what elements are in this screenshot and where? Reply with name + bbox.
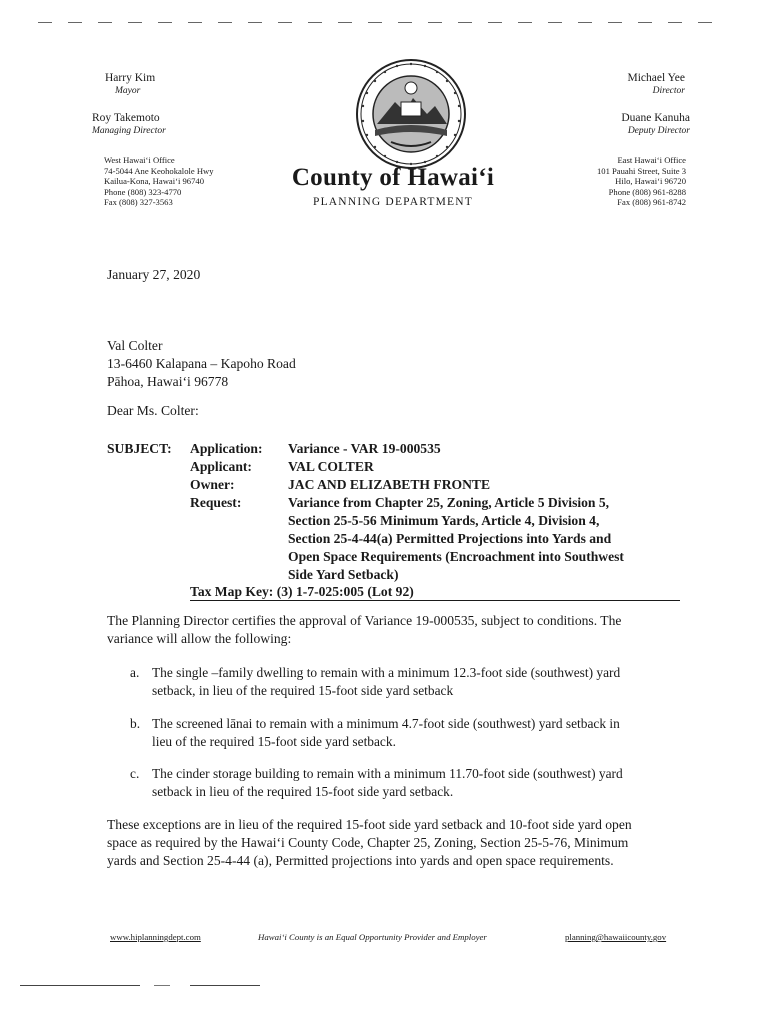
list-item-marker: a. xyxy=(130,665,140,680)
list-item-line-1: The cinder storage building to remain with a minimum 11.70-foot side (southwest) yard xyxy=(152,766,623,781)
closing-line-2: space as required by the Hawai‘i County Code, Chapter 25, Zoning, Section 25-5-76, Minimum xyxy=(107,835,629,850)
director-name: Michael Yee xyxy=(627,72,685,84)
owner-value: JAC AND ELIZABETH FRONTE xyxy=(288,477,491,492)
recipient-city: Pāhoa, Hawai‘i 96778 xyxy=(107,374,229,389)
list-item xyxy=(130,715,690,750)
east-office-fax: Fax (808) 961-8742 xyxy=(617,197,686,208)
list-item-line-2: lieu of the required 15-foot side yard setback. xyxy=(152,733,396,749)
east-office-title: East Hawai‘i Office xyxy=(617,155,686,165)
subject-row-values xyxy=(288,440,624,584)
request-value-line-5: Side Yard Setback) xyxy=(288,567,399,582)
managing-director-block xyxy=(92,112,166,138)
west-office-fax: Fax (808) 327-3563 xyxy=(104,197,173,208)
list-item xyxy=(130,765,690,800)
footer-website-link[interactable]: www.hiplanningdept.com xyxy=(110,932,201,942)
application-label: Application: xyxy=(190,441,263,456)
county-seal-icon xyxy=(355,58,467,170)
deputy-name: Duane Kanuha xyxy=(621,112,690,124)
list-item-line-1: The screened lānai to remain with a minimum 4.7-foot side (southwest) yard setback in xyxy=(152,716,620,731)
scan-artifact-top xyxy=(38,22,728,23)
mayor-name: Harry Kim xyxy=(105,72,156,84)
mayor-role: Mayor xyxy=(115,86,141,96)
west-office-phone: Phone (808) 323-4770 xyxy=(104,186,182,197)
application-value: Variance - VAR 19-000535 xyxy=(288,441,441,456)
list-item-line-2: setback, in lieu of the required 15-foot side yard setback xyxy=(152,682,454,698)
intro-line-1: The Planning Director certifies the approval of Variance 19-000535, subject to conditions. The xyxy=(107,613,622,628)
list-item xyxy=(130,664,690,699)
managing-director-role: Managing Director xyxy=(92,126,166,136)
west-office-title: West Hawai‘i Office xyxy=(104,155,175,165)
salutation: Dear Ms. Colter: xyxy=(107,403,199,418)
managing-director-name: Roy Takemoto xyxy=(92,112,160,124)
closing-line-3: yards and Section 25-4-44 (a), Permitted projections into yards and open space requirements. xyxy=(107,853,614,868)
tax-map-key-text: Tax Map Key: (3) 1-7-025:005 (Lot 92) xyxy=(190,584,414,599)
request-value-line-3: Section 25-4-44(a) Permitted Projections into Yards and xyxy=(288,531,612,546)
list-item-marker: b. xyxy=(130,716,141,731)
request-value: Variance from Chapter 25, Zoning, Article 5 Division 5, xyxy=(288,495,610,510)
tax-map-key xyxy=(190,584,680,601)
recipient-street: 13-6460 Kalapana – Kapoho Road xyxy=(107,356,296,371)
closing-line-1: These exceptions are in lieu of the required 15-foot side yard setback and 10-foot side yard open xyxy=(107,817,632,832)
west-office-address xyxy=(104,155,214,208)
request-value-line-4: Open Space Requirements (Encroachment into Southwest xyxy=(288,549,624,564)
director-role: Director xyxy=(652,86,685,96)
deputy-role: Deputy Director xyxy=(627,126,690,136)
county-title: County of Hawai‘i xyxy=(291,164,495,191)
subject-label: SUBJECT: xyxy=(107,441,172,456)
applicant-label: Applicant: xyxy=(190,459,252,474)
deputy-block xyxy=(560,112,690,138)
footer-email-link[interactable]: planning@hawaiicounty.gov xyxy=(565,932,667,942)
west-office-street: 74-5044 Ane Keohokalole Hwy xyxy=(104,165,214,176)
list-item-marker: c. xyxy=(130,766,140,781)
list-item-line-2: setback in lieu of the required 15-foot side yard setback. xyxy=(152,783,454,799)
west-office-city: Kailua-Kona, Hawai‘i 96740 xyxy=(104,176,204,187)
intro-paragraph xyxy=(107,612,687,648)
department-name: PLANNING DEPARTMENT xyxy=(312,196,473,208)
subject-row-labels xyxy=(190,440,263,512)
list-item-line-1: The single –family dwelling to remain with a minimum 12.3-foot side (southwest) yard xyxy=(152,665,621,680)
intro-line-2: variance will allow the following: xyxy=(107,631,292,646)
recipient-address xyxy=(107,337,296,391)
east-office-address xyxy=(540,155,686,208)
mayor-block xyxy=(105,72,155,98)
recipient-name: Val Colter xyxy=(107,338,163,353)
footer-equal-opportunity: Hawai‘i County is an Equal Opportunity Provider and Employer xyxy=(258,932,487,942)
request-value-line-2: Section 25-5-56 Minimum Yards, Article 4, Division 4, xyxy=(288,513,600,528)
east-office-phone: Phone (808) 961-8288 xyxy=(608,186,686,197)
director-block xyxy=(560,72,685,98)
east-office-street: 101 Pauahi Street, Suite 3 xyxy=(596,165,686,176)
applicant-value: VAL COLTER xyxy=(288,459,374,474)
closing-paragraph xyxy=(107,816,692,870)
scan-artifact-bottom xyxy=(20,985,260,986)
letter-date: January 27, 2020 xyxy=(107,267,201,282)
request-label: Request: xyxy=(190,495,242,510)
east-office-city: Hilo, Hawai‘i 96720 xyxy=(615,176,686,187)
owner-label: Owner: xyxy=(190,477,235,492)
